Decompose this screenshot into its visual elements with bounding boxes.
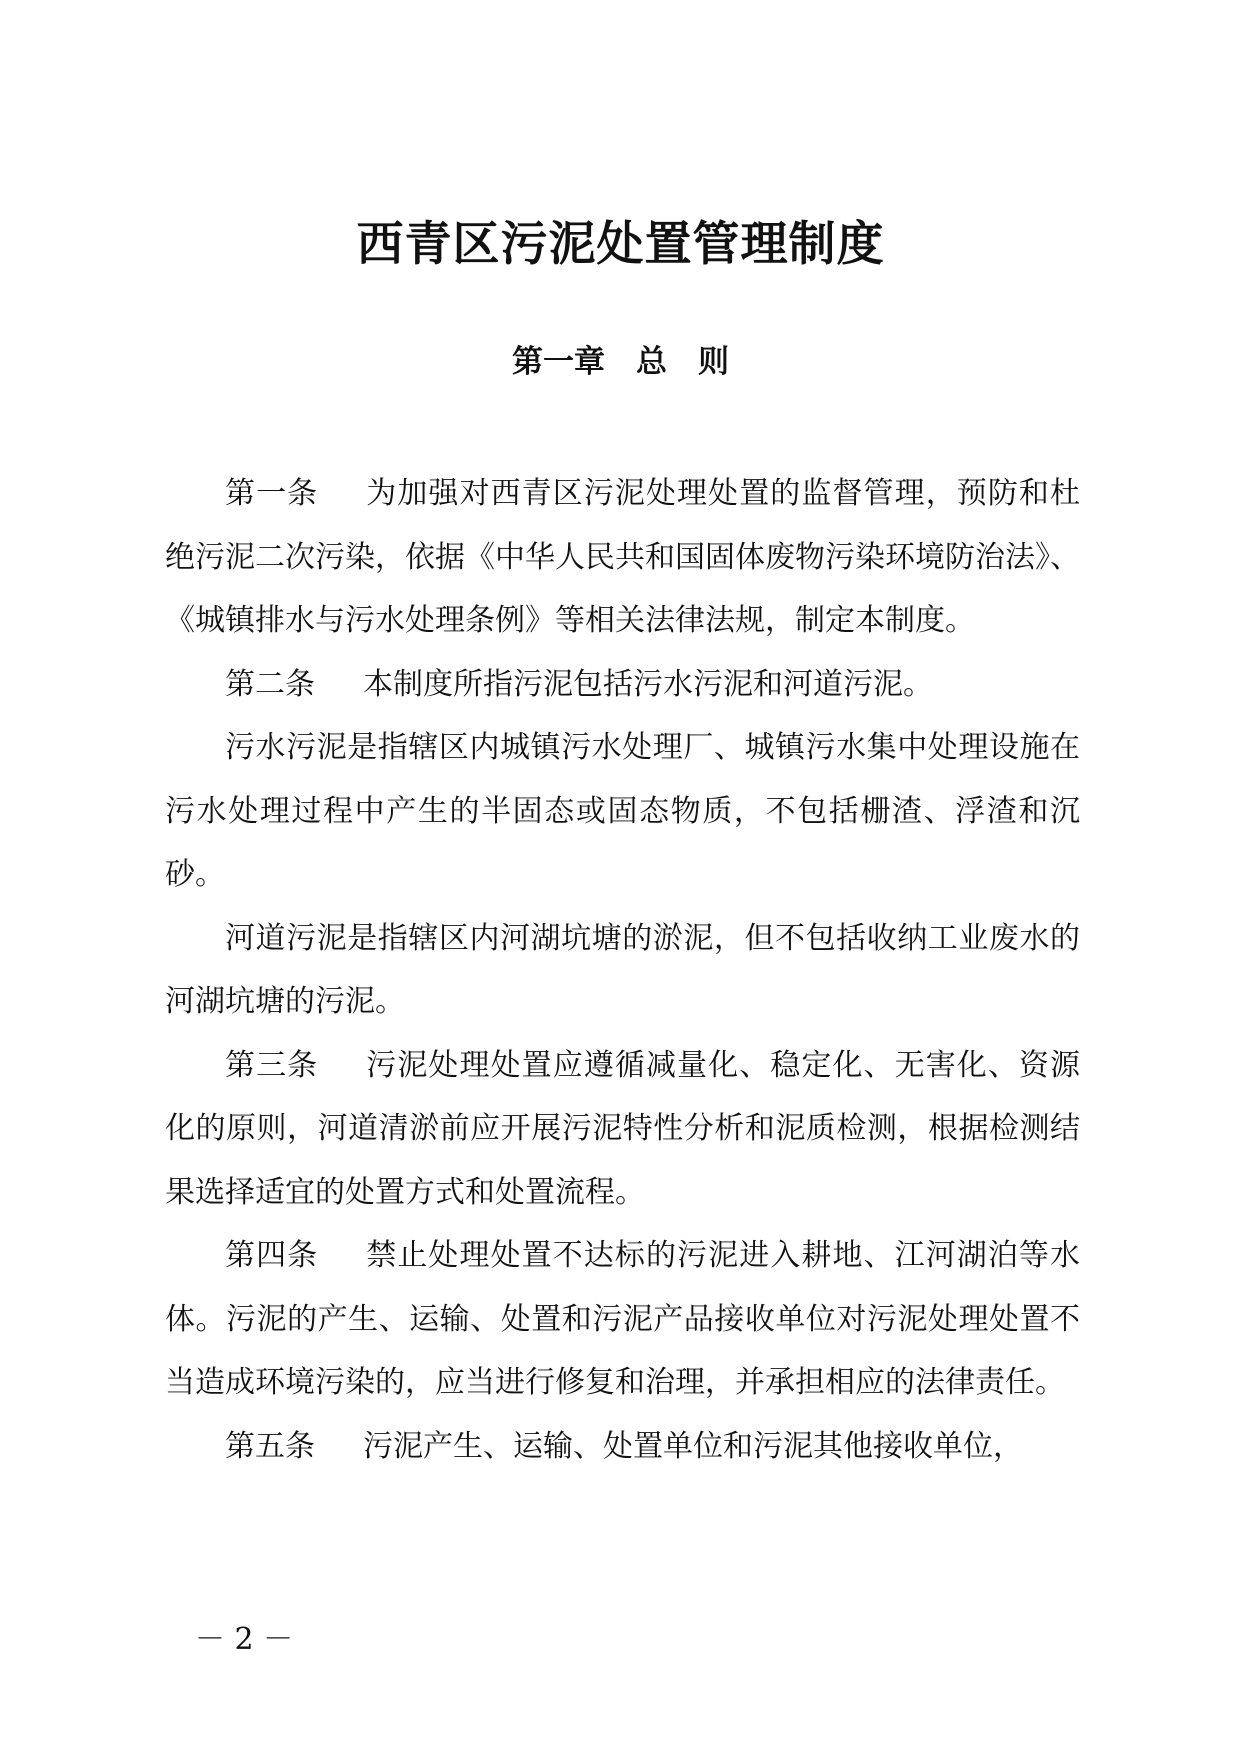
article-5: [165, 1415, 1080, 1479]
paragraph-river-sludge: [165, 907, 1080, 1034]
article-4: [165, 1224, 1080, 1415]
article-text: 污泥处理处置应遵循减量化、稳定化、无害化、资源化的原则，河道清淤前应开展污泥特性分析和泥质检测，根据检测结果选择适宜的处置方式和处置流程。: [165, 1047, 1081, 1210]
article-text: 禁止处理处置不达标的污泥进入耕地、江河湖泊等水体。污泥的产生、运输、处置和污泥产品接收单位对污泥处理处置不当造成环境污染的，应当进行修复和治理，并承担相应的法律责任。: [165, 1238, 1081, 1400]
paragraph-sewage-sludge: [165, 716, 1080, 907]
article-2: [165, 653, 1080, 717]
article-label: 第三条: [225, 1047, 319, 1083]
paragraph-text: 污水污泥是指辖区内城镇污水处理厂、城镇污水集中处理设施在污水处理过程中产生的半固态或固态物质，不包括栅渣、浮渣和沉砂。: [165, 730, 1080, 892]
document-title: 西青区污泥处置管理制度: [356, 217, 885, 272]
article-label: 第一条: [225, 476, 319, 511]
article-text: 本制度所指污泥包括污水污泥和河道污泥。: [363, 666, 933, 702]
page-number: － 2 －: [195, 1622, 294, 1657]
article-1: [165, 462, 1080, 653]
paragraph-text: 河道污泥是指辖区内河湖坑塘的淤泥，但不包括收纳工业废水的河湖坑塘的污泥。: [165, 920, 1080, 1019]
article-text: 为加强对西青区污泥处理处置的监督管理，预防和杜绝污泥二次污染，依据《中华人民共和国固体废物污染环境防治法》、《城镇排水与污水处理条例》等相关法律法规，制定本制度。: [165, 476, 1081, 638]
article-label: 第五条: [225, 1428, 315, 1464]
document-body: [165, 462, 1080, 1478]
article-label: 第二条: [225, 666, 315, 702]
chapter-heading: 第一章 总 则: [512, 344, 729, 380]
article-label: 第四条: [225, 1238, 319, 1273]
article-text: 污泥产生、运输、处置单位和污泥其他接收单位，: [363, 1428, 1023, 1464]
article-3: [165, 1034, 1080, 1225]
